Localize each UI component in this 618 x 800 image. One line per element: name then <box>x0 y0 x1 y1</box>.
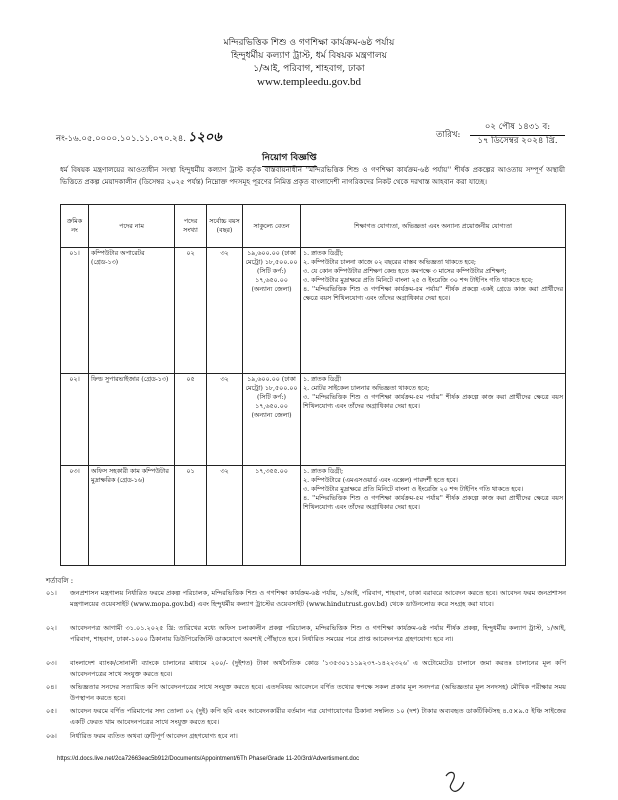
condition-item <box>46 706 566 728</box>
row-count: ০৫ <box>175 374 207 466</box>
row-qualifications <box>301 374 566 466</box>
qualification-item: ১. স্নাতক ডিগ্রী <box>303 376 341 383</box>
posts-table <box>60 204 566 566</box>
date-label: তারিখ: <box>436 130 461 140</box>
condition-item <box>46 731 566 742</box>
row-count: ০২ <box>175 248 207 374</box>
qualification-item: ৪. ''মন্দিরভিত্তিক শিশু ও গণশিক্ষা কার্যক্রম-৫ম পর্যায়'' শীর্ষক প্রকল্পে কাজ করা প্রার্থীদের ক্ষেত্রে বয়স শিথিলযোগ্য এবং তাঁদের অগ্রাধিকার দেয়া হবে। <box>303 495 563 511</box>
header-address: ১/আই, পরিবাগ, শাহবাগ, ঢাকা <box>253 64 365 74</box>
col-max-age: সর্বোচ্চ বয়স (বছর) <box>207 205 243 248</box>
condition-number: ০৫। <box>46 707 57 715</box>
reference-number-text: নং-১৬.০৫.০০০০.১০১.১১.০৭০.২৪. <box>56 134 186 144</box>
qualification-item: ৩. যে কোন কম্পিউটার প্রশিক্ষণ কেন্দ্র হতে কমপক্ষে ৩ মাসের কম্পিউটার প্রশিক্ষণ; <box>303 268 507 275</box>
row-post: অফিস সহকারী কাম কম্পিউটার মুদ্রাক্ষরিক (গ্রেড-১৬) <box>89 466 175 566</box>
row-age: ৩২ <box>207 374 243 466</box>
notice-title: নিয়োগ বিজ্ঞপ্তি <box>262 150 317 167</box>
table-row <box>61 374 566 466</box>
condition-number: ০১। <box>46 589 57 597</box>
signature-mark-icon <box>440 768 470 796</box>
row-age: ৩২ <box>207 248 243 374</box>
col-post-count: পদের সংখ্যা <box>175 205 207 248</box>
reference-number <box>56 128 222 149</box>
row-qualifications <box>301 248 566 374</box>
row-age: ৩২ <box>207 466 243 566</box>
qualification-item: ৩. কম্পিউটার মুদ্রাক্ষরে প্রতি মিনিটে বাংলা ২৫ ও ইংরেজি ৩০ শব্দ টাইপিং গতি থাকতে হবে; <box>303 277 534 284</box>
condition-item <box>46 588 566 610</box>
condition-item <box>46 623 566 645</box>
qualification-item: ৪. ''মন্দিরভিত্তিক শিশু ও গণশিক্ষা কার্যক্রম-৫ম পর্যায়'' শীর্ষক প্রকল্পে একই গ্রেডে কাজ করা প্রার্থীদের ক্ষেত্রে বয়স শিথিলযোগ্য এবং তাঁদের অগ্রাধিকার দেয়া হবে। <box>303 286 563 302</box>
condition-text: নির্ধারিত ফরম ব্যতিত অথবা ত্রুটিপূর্ণ আবেদন গ্রহণযোগ্য হবে না। <box>70 732 238 740</box>
condition-text: জনপ্রশাসন মন্ত্রণালয় নির্ধারিত ফরমে প্রকল্প পরিচালক, মন্দিরভিত্তিক শিশু ও গণশিক্ষা কার্যক্রম-৬ষ্ঠ পর্যায়, ১/আই, পরিবাগ, শাহবাগ, ঢাকা বরাবরে আবেদন করতে হবে। আবেদন ফরম জনপ্রশাসন মন্ত্রণালয়ের ওয়েবসাইট (www.mopa.gov.bd) এবং হিন্দুধর্মীয় কল্যাণ ট্রাস্টের ওয়েবসাইট (www.hindutrust.gov.bd) থেকে ডাউনলোড করে সংগ্রহ করা যাবে। <box>70 589 566 609</box>
row-post: ফিল্ড সুপারভাইজার (গ্রেড-১৩) <box>89 374 175 466</box>
col-salary: সাকুল্যে বেতন <box>243 205 301 248</box>
col-qualifications: শিক্ষাগত যোগ্যতা, অভিজ্ঞতা এবং অন্যান্য প্রয়োজনীয় যোগ্যতা <box>301 205 566 248</box>
table-row <box>61 466 566 566</box>
condition-text: আবেদনপত্র আগামী ৩১.০১.২০২৫ খ্রি: তারিখের মধ্যে অফিস চলাকালীন প্রকল্প পরিচালক, মন্দিরভিত্তিক শিশু ও গণশিক্ষা কার্যক্রম-৬ষ্ঠ পর্যায় শীর্ষক প্রকল্প, হিন্দুধর্মীয় কল্যাণ ট্রাস্ট, ১/আই, পরিবাগ, শাহবাগ, ঢাকা-১০০০ ঠিকানায় ডিউপিরেজিস্টি ডাকযোগে অবশ্যই পৌঁছাতে হবে। নির্ধারিত সময়ের পরে প্রাপ্ত আবেদনপত্র গ্রহণযোগ্য হবে না। <box>70 624 566 644</box>
date-gregorian: ১৭ ডিসেম্বর ২০২৪ খ্রি. <box>477 136 558 146</box>
row-qualifications <box>301 466 566 566</box>
header-website: www.templeedu.gov.bd <box>257 76 361 88</box>
footer-file-path: https://d.docs.live.net/2ca72663eac5b912/Documents/Appointment/6Th Phase/Grade 11-20/3rd/Advertisment.doc <box>57 756 360 762</box>
condition-text: আবেদন ফরমে বর্ণিত পরিমাপের সদ্য তোলা ০২ (দুই) কপি ছবি এবং আবেদনকারীর বর্তমান পত্র যোগাযোগের ঠিকানা সম্বলিত ১০ (দশ) টাকার অব্যবহৃত ডাকটিকিটসহ ৪.৫×৯.৫ ইঞ্চি সাইজের একটি ফেরত খাম আবেদনপত্রের সাথে সংযুক্ত করতে হবে। <box>70 707 566 727</box>
condition-number: ০৪। <box>46 683 57 691</box>
condition-number: ০৬। <box>46 732 57 740</box>
condition-number: ০২। <box>46 624 57 632</box>
row-salary: ১৯,৬০০.০০ (ঢাকা মেট্রো) ১৮,৫০০.০০ (সিটি কর্প:) ১৭,৬৫০.০০ (অন্যান্য জেলা) <box>243 374 301 466</box>
condition-number: ০৩। <box>46 659 57 667</box>
row-salary: ১৯,৬০০.০০ (ঢাকা মেট্রো) ১৮,৫০০.০০ (সিটি কর্প:) ১৭,৬৫০.০০ (অন্যান্য জেলা) <box>243 248 301 374</box>
qualification-item: ৩. কম্পিউটার মুদ্রাক্ষরে প্রতি মিনিটে বাংলা ও ইংরেজি ২০ শব্দ টাইপিং গতি থাকতে হবে। <box>303 486 523 493</box>
qualification-item: ১. স্নাতক ডিগ্রী; <box>303 250 344 257</box>
qualification-item: ২. কম্পিউটার চালনা কাজে ০২ বছরের বাস্তব অভিজ্ঞতা থাকতে হবে; <box>303 259 477 266</box>
conditions-title: শর্তাবলি : <box>46 577 74 585</box>
col-serial: ক্রমিক নং <box>61 205 89 248</box>
row-serial: ০২। <box>61 374 89 466</box>
row-count: ০১ <box>175 466 207 566</box>
qualification-item: ১. স্নাতক ডিগ্রী; <box>303 468 344 475</box>
header-project-name: মন্দিরভিত্তিক শিশু ও গণশিক্ষা কার্যক্রম-৬ষ্ঠ পর্যায় <box>223 38 395 48</box>
header-organization: হিন্দুধর্মীয় কল্যাণ ট্রাস্ট, ধর্ম বিষয়ক মন্ত্রণালয় <box>231 51 387 61</box>
row-serial: ০৩। <box>61 466 89 566</box>
qualification-item: ২. মোটর সাইকেল চালনার অভিজ্ঞতা থাকতে হবে; <box>303 385 430 392</box>
row-post: কম্পিউটার অপারেটর (গ্রেড-১৩) <box>89 248 175 374</box>
table-row <box>61 248 566 374</box>
condition-text: বাংলাদেশ ব্যাংক/সোনালী ব্যাংকে চালানের মাধ্যমে ২০০/- (দুইশত) টাকা অর্থনৈতিক কোড '১৩৫৩০১১১৯২৩৭-১৪২২৩২৬' এ অটোমেটেড চালানে জমা করতঃ চালানের মূল কপি আবেদনপত্রের সাথে সংযুক্ত করতে হবে। <box>70 659 566 679</box>
qualification-item: ৩. ''মন্দিরভিত্তিক শিশু ও গণশিক্ষা কার্যক্রম-৫ম পর্যায়'' শীর্ষক প্রকল্পে কাজ করা প্রার্থীদের ক্ষেত্রে বয়স শিথিলযোগ্য এবং তাঁদের অগ্রাধিকার দেয়া হবে। <box>303 394 563 410</box>
qualification-item: ২. কম্পিউটারে (এমএসওয়ার্ড এবং এক্সেল) পারদর্শী হতে হবে। <box>303 477 458 484</box>
condition-item <box>46 682 566 704</box>
col-post-name: পদের নাম <box>89 205 175 248</box>
row-serial: ০১। <box>61 248 89 374</box>
reference-handwritten: ১২০৬ <box>187 130 222 145</box>
intro-paragraph: ধর্ম বিষয়ক মন্ত্রণালয়ের আওতাধীন সংস্থা হিন্দুধর্মীয় কল্যাণ ট্রাস্ট কর্তৃক বাস্তবায়নাধীন ''মন্দিরভিত্তিক শিশু ও গণশিক্ষা কার্যক্রম-৬ষ্ঠ পর্যায়'' শীর্ষক প্রকল্পের আওতায় সম্পূর্ণ অস্থায়ী ভিত্তিতে প্রকল্প মেয়াদকালীন (ডিসেম্বর ২০২৫ পর্যন্ত) নিম্নোক্ত পদসমূহ পূরণের নিমিত্ত প্রকৃত বাংলাদেশী নাগরিকদের নিকট থেকে দরখাস্ত আহবান করা যাচ্ছে। <box>60 166 565 186</box>
condition-item <box>46 658 566 680</box>
date-bangla: ০২ পৌষ ১৪৩১ ব: <box>470 120 565 136</box>
condition-text: অভিজ্ঞতার সনদের সত্যায়িত কপি আবেদনপত্রের সাথে সংযুক্ত করতে হবে। এতদবিষয় আবেদনে বর্ণিত তথ্যের স্বপক্ষে সকল প্রকার মূল সনদপত্র (অভিজ্ঞতার মূল সনদসহ) মৌখিক পরীক্ষার সময় উপস্থাপন করতে হবে। <box>70 683 566 703</box>
row-salary: ১৭,৩৫৫.০০ <box>243 466 301 566</box>
table-header-row <box>61 205 566 248</box>
